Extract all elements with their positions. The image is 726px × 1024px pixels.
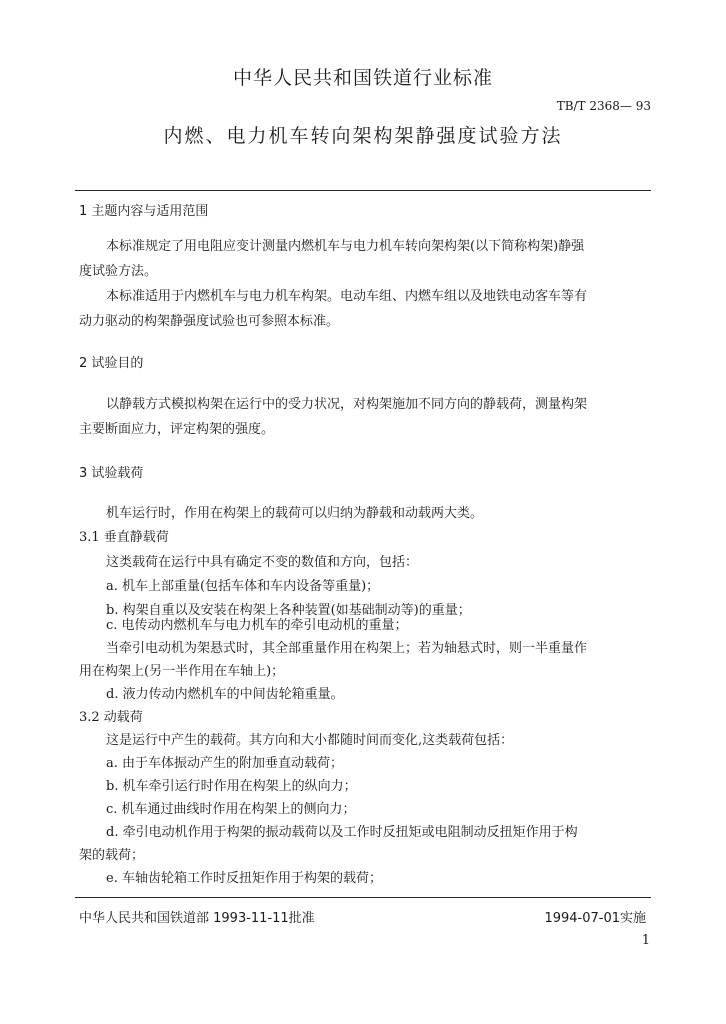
s31-item-d: d. 液力传动内燃机车的中间齿轮箱重量。 (106, 687, 344, 702)
s31-intro: 这类载荷在运行中具有确定不变的数值和方向，包括： (106, 555, 419, 570)
standard-number: TB/T 2368— 93 (556, 99, 651, 113)
subsection-3-2-heading: 3.2 动载荷 (79, 710, 143, 725)
s32-item-d-line-1: d. 牵引电动机作用于构架的振动载荷以及工作时反扭矩或电阻制动反扭矩作用于构 (106, 825, 578, 840)
standard-category-title: 中华人民共和国铁道行业标准 (232, 67, 493, 89)
s3-intro: 机车运行时，作用在构架上的载荷可以归纳为静载和动载两大类。 (106, 506, 484, 521)
footer-rule (75, 897, 651, 898)
s32-item-a: a. 由于车体振动产生的附加垂直动载荷； (106, 756, 344, 771)
s32-item-d-line-2: 架的载荷； (79, 848, 145, 863)
section-2-heading: 2 试验目的 (79, 356, 144, 371)
s31-note-line-1: 当牵引电动机为架悬式时，其全部重量作用在构架上；若为轴悬式时，则一半重量作 (106, 641, 588, 656)
subsection-3-1-heading: 3.1 垂直静载荷 (79, 530, 169, 545)
s31-item-a: a. 机车上部重量(包括车体和车内设备等重量)； (106, 579, 380, 594)
approval-line: 中华人民共和国铁道部 1993-11-11批准 (79, 911, 315, 926)
s2-paragraph-line-2: 主要断面应力，评定构架的强度。 (79, 422, 275, 437)
header-rule (75, 190, 651, 191)
section-1-heading: 1 主题内容与适用范围 (79, 204, 209, 219)
s1-paragraph-2-line-1: 本标准适用于内燃机车与电力机车构架。电动车组、内燃车组以及地铁电动客车等有 (106, 289, 588, 304)
s32-item-c: c. 机车通过曲线时作用在构架上的侧向力； (106, 802, 356, 817)
s1-paragraph-1-line-1: 本标准规定了用电阻应变计测量内燃机车与电力机车转向架构架(以下简称构架)静强 (106, 239, 585, 254)
s31-item-c: c. 电传动内燃机车与电力机车的牵引电动机的重量； (106, 618, 408, 633)
s31-item-b: b. 构架自重以及安装在构架上各种装置(如基础制动等)的重量； (106, 603, 471, 618)
document-title: 内燃、电力机车转向架构架静强度试验方法 (163, 125, 563, 147)
s31-note-line-2: 用在构架上(另一半作用在车轴上)； (79, 664, 285, 679)
section-3-heading: 3 试验载荷 (79, 466, 144, 481)
page-number: 1 (641, 933, 650, 948)
effective-date: 1994-07-01实施 (544, 911, 646, 926)
s2-paragraph-line-1: 以静载方式模拟构架在运行中的受力状况，对构架施加不同方向的静载荷，测量构架 (106, 397, 588, 412)
s32-item-e: e. 车轴齿轮箱工作时反扭矩作用于构架的载荷； (106, 871, 382, 886)
s1-paragraph-2-line-2: 动力驱动的构架静强度试验也可参照本标准。 (79, 314, 340, 329)
s32-intro: 这是运行中产生的载荷。其方向和大小都随时间而变化,这类载荷包括： (106, 733, 514, 748)
s1-paragraph-1-line-2: 度试验方法。 (79, 264, 158, 279)
s32-item-b: b. 机车牵引运行时作用在构架上的纵向力； (106, 779, 357, 794)
